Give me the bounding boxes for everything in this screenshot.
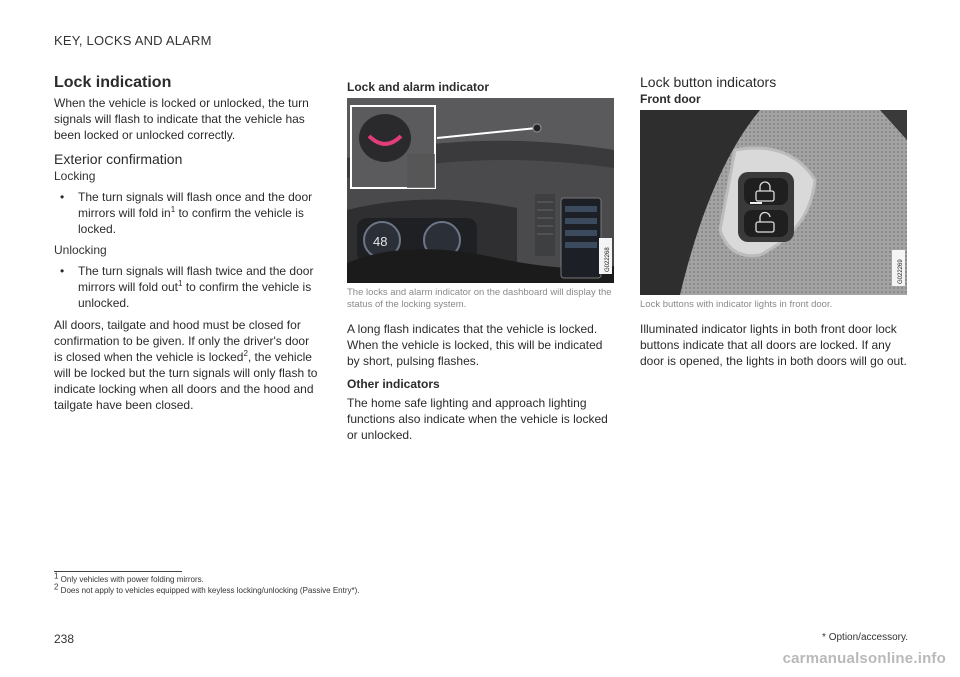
footnote-number: 2 xyxy=(54,582,59,592)
intro-paragraph: When the vehicle is locked or unlocked, the turn signals will flash to indicate that the vehicle has been locked or unlocked correctly. xyxy=(54,96,309,142)
list-item xyxy=(54,189,318,237)
door-illustration xyxy=(640,110,907,295)
footnote-text: Only vehicles with power folding mirrors. xyxy=(58,575,204,584)
other-indicators-heading: Other indicators xyxy=(347,377,440,391)
locking-list xyxy=(54,189,318,237)
option-accessory-note: * Option/accessory. xyxy=(822,632,908,643)
other-indicators-paragraph: The home safe lighting and approach lighting functions also indicate when the vehicle is locked or unlocked. xyxy=(347,396,608,442)
closing-text-end: , the vehicle will be locked but the turn signals will only flash to indicate locking when all doors and the hood and tailgate have been closed. xyxy=(54,350,318,412)
locking-bullet-text-end: to confirm the vehicle is locked. xyxy=(78,206,304,236)
footnote-divider xyxy=(54,571,182,572)
column-lock-alarm-indicator xyxy=(347,74,614,451)
unlocking-label: Unlocking xyxy=(54,243,107,257)
exterior-confirmation-heading: Exterior confirmation xyxy=(54,151,183,167)
section-header: KEY, LOCKS AND ALARM xyxy=(54,33,212,48)
column-lock-button-indicators xyxy=(640,74,907,377)
closing-text: All doors, tailgate and hood must be closed for confirmation to be given. If only the driver's door is closed when the vehicle is locked xyxy=(54,318,310,364)
footnote-number: 1 xyxy=(54,571,59,581)
dashboard-drawing xyxy=(347,98,614,283)
closing-paragraph xyxy=(54,317,318,413)
flash-paragraph: A long flash indicates that the vehicle is locked. When the vehicle is locked, this will be indicated by short, pulsing flashes. xyxy=(347,322,603,368)
unlocking-list xyxy=(54,263,318,311)
column-lock-indication xyxy=(54,74,318,421)
locking-bullet-text: The turn signals will flash once and the door mirrors will fold in xyxy=(78,190,313,220)
list-item xyxy=(54,263,318,311)
image-code: G022268 xyxy=(605,247,611,272)
dashboard-illustration xyxy=(347,98,614,283)
footnote-1 xyxy=(54,571,204,584)
front-door-subheading: Front door xyxy=(640,92,701,106)
page-number: 238 xyxy=(54,632,75,646)
footnote-ref[interactable]: 1 xyxy=(170,205,176,214)
footnote-2 xyxy=(54,582,360,595)
footnote-text: Does not apply to vehicles equipped with keyless locking/unlocking (Passive Entry*). xyxy=(58,586,360,595)
footnote-ref[interactable]: 2 xyxy=(243,349,248,358)
door-indicator-paragraph: Illuminated indicator lights in both front door lock buttons indicate that all doors are locked. If any door is opened, the lights in both doors will go out. xyxy=(640,322,907,368)
footnote-ref[interactable]: 1 xyxy=(178,279,183,288)
section-title: Lock indication xyxy=(54,74,172,91)
speed-readout: 48 xyxy=(373,234,388,249)
dashboard-caption: The locks and alarm indicator on the dashboard will display the status of the locking system. xyxy=(347,287,612,310)
door-caption: Lock buttons with indicator lights in front door. xyxy=(640,299,833,310)
image-code: G022269 xyxy=(898,259,904,284)
lock-button-indicators-heading: Lock button indicators xyxy=(640,74,777,90)
lock-alarm-indicator-heading: Lock and alarm indicator xyxy=(347,80,490,94)
locking-label: Locking xyxy=(54,169,96,183)
unlocking-bullet-text: The turn signals will flash twice and the door mirrors will fold out xyxy=(78,264,314,294)
unlocking-bullet-text-end: to confirm the vehicle is unlocked. xyxy=(78,280,312,310)
watermark: carmanualsonline.info xyxy=(782,650,946,667)
door-drawing xyxy=(640,110,907,295)
